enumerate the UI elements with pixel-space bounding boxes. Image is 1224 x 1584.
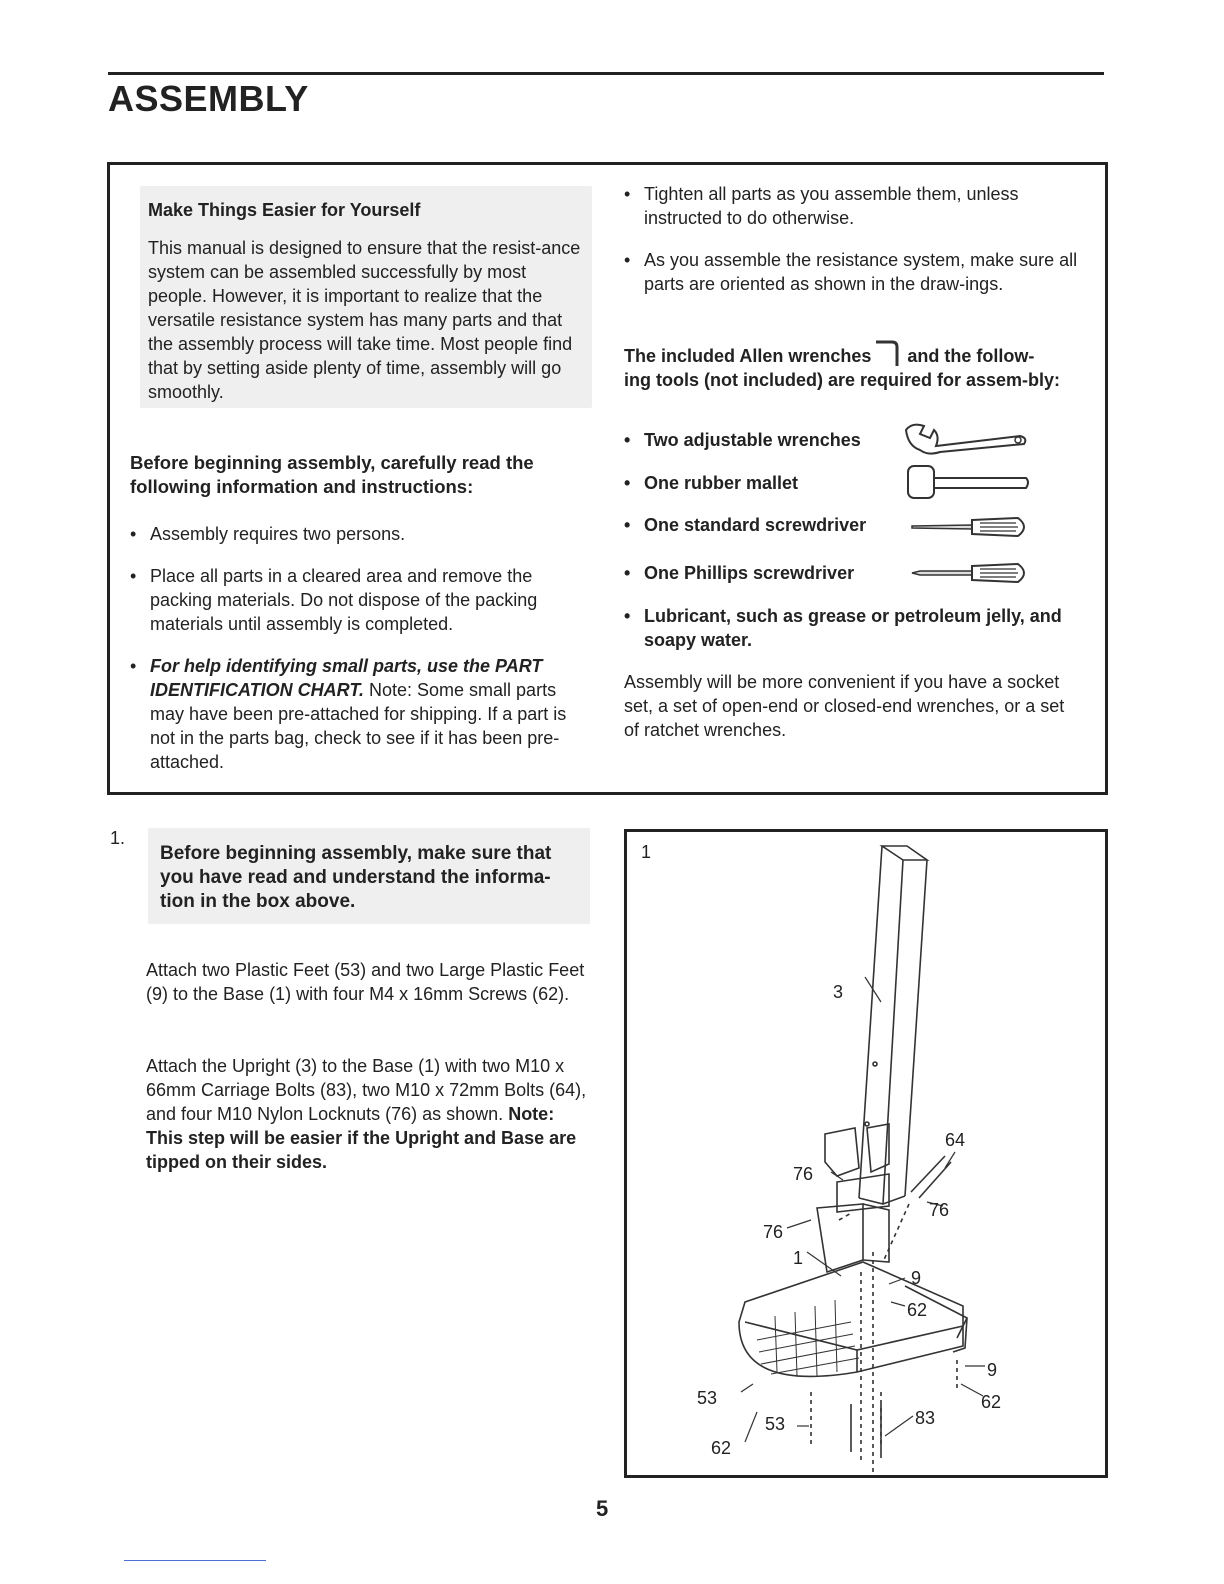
step-para-2 [146,1054,596,1174]
callout-locknut-76-c: 76 [763,1222,784,1242]
callout-large-foot-9-a: 9 [911,1268,922,1288]
bolts-83 [851,1404,881,1458]
bullet-help-note: Note: Some small parts may have been pre-attached for shipping. If a part is not in the parts bag, check to see if it has been pre-attached. [150,680,567,772]
tools-heading-part-b: and the follow- [907,346,1035,366]
convenient-text: Assembly will be more convenient if you have a socket set, a set of open-end or closed-end wrenches, or a set of ratchet wrenches. [624,672,1065,740]
easier-heading: Make Things Easier for Yourself [148,200,421,220]
tool-phillips-screwdriver: • One Phillips screwdriver [644,561,854,585]
allen-wrench-icon [876,338,902,368]
callout-plastic-foot-53-b: 53 [765,1414,786,1434]
tool-standard-screwdriver: • One standard screwdriver [644,513,866,537]
callout-large-foot-9-b: 9 [987,1360,998,1380]
tools-heading [624,338,1094,392]
page-title: ASSEMBLY [108,78,309,119]
bottom-link-underline[interactable] [124,1560,266,1561]
bullet-tighten: • Tighten all parts as you assemble them, unless instructed to do otherwise. [644,182,1084,230]
page-number: 5 [596,1496,609,1521]
callout-locknut-76-a: 76 [793,1164,814,1184]
adjustable-wrench-icon [900,420,1030,460]
bullet-persons: • Assembly requires two persons. [150,522,590,546]
callout-carriage-bolt-83: 83 [915,1408,936,1428]
step-note-text: Before beginning assembly, make sure that you have read and understand the informa-tion in the box above. [160,843,552,912]
upright-top-cap [882,846,927,860]
figure-number: 1 [641,842,652,862]
before-heading: Before beginning assembly, carefully read the following information and instructions: [130,452,534,497]
tool-adjustable-wrenches: • Two adjustable wrenches [644,428,861,452]
phillips-screwdriver-icon [908,558,1034,588]
callout-screw-62-a: 62 [907,1300,928,1320]
callout-screw-62-b: 62 [981,1392,1002,1412]
callout-base-1: 1 [793,1248,804,1268]
callout-locknut-76-b: 76 [929,1200,950,1220]
easier-callout [140,186,592,408]
tool-rubber-mallet: • One rubber mallet [644,471,798,495]
bullet-area: • Place all parts in a cleared area and remove the packing materials. Do not dispose of the packing materials until assembly is completed. [150,564,590,636]
top-rule [108,72,1104,75]
step-note [148,828,590,924]
tool-lubricant: • Lubricant, such as grease or petroleum jelly, and soapy water. [644,604,1084,652]
rubber-mallet-icon [906,462,1032,502]
tools-heading-part-c: ing tools (not included) are required for assem-bly: [624,370,1061,390]
callout-upright-3: 3 [833,982,844,1002]
callout-plastic-foot-53-a: 53 [697,1388,718,1408]
callout-screw-62-c: 62 [711,1438,732,1458]
step-para-1: Attach two Plastic Feet (53) and two Large Plastic Feet (9) to the Base (1) with four M4 x 16mm Screws (62). [146,960,585,1004]
tools-heading-part-a: The included Allen wrenches [624,346,872,366]
upright-bracket-left [825,1128,859,1176]
easier-body: This manual is designed to ensure that the resist-ance system can be assembled successfully by most people. However, it is important to realize that the versatile resistance system has many parts and that the assembly process will take time. Most people find that by setting aside plenty of time, assembly will go smoothly. [148,238,581,402]
bullet-help-emphasis: For help identifying small parts, use the PART IDENTIFICATION CHART. [150,656,543,700]
step-number: 1. [110,828,126,848]
step-para-2-note: Note: This step will be easier if the Upright and Base are tipped on their sides. [146,1104,577,1172]
step-para-2-text: Attach the Upright (3) to the Base (1) with two M10 x 66mm Carriage Bolts (83), two M10 x 72mm Bolts (64), and four M10 Nylon Locknuts (76) as shown. [146,1056,587,1124]
assembly-drawing [627,832,1105,1475]
bolts-64 [911,1156,951,1198]
bullet-help [150,654,590,774]
callout-bolts-64: 64 [945,1130,966,1150]
bullet-orient: • As you assemble the resistance system, make sure all parts are oriented as shown in the draw-ings. [644,248,1084,296]
figure-box [624,829,1108,1478]
standard-screwdriver-icon [908,512,1034,542]
